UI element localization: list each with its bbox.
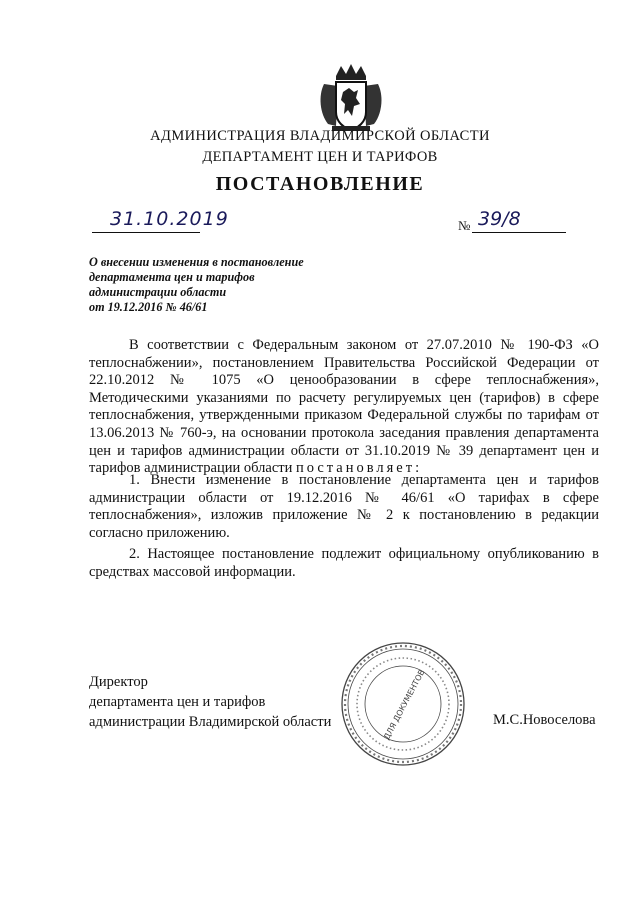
clause-2-paragraph: 2. Настоящее постановление подлежит официальному опубликованию в средствах массовой информации.	[89, 546, 599, 580]
department-name: ДЕПАРТАМЕНТ ЦЕН И ТАРИФОВ	[202, 149, 438, 165]
document-subject	[89, 255, 329, 315]
organization-name: АДМИНИСТРАЦИЯ ВЛАДИМИРСКОЙ ОБЛАСТИ	[150, 128, 490, 144]
document-date: 31.10.2019	[110, 208, 229, 230]
signatory-title	[89, 672, 331, 732]
subject-line: администрации области	[89, 285, 227, 299]
official-seal-icon	[338, 640, 468, 768]
signatory-line: департамента цен и тарифов	[89, 694, 266, 710]
date-underline	[92, 232, 200, 233]
subject-line: О внесении изменения в постановление	[89, 255, 304, 269]
preamble-text: В соответствии с Федеральным законом от 27.07.2010 № 190-ФЗ «О теплоснабжении», постановлением Правительства Российской Федерации от 22.10.2012 № 1075 «О ценообразовании в сфере теплоснабжения», Методическими указаниями по расчету регулируемых цен (тарифов) в сфере теплоснабжения, утвержденными приказом Федеральной службы по тарифам от 13.06.2013 № 760-э, на основании протокола заседания правления департамента цен и тарифов администрации области от 31.10.2019 № 39 департамент цен и тарифов администрации области	[89, 337, 599, 477]
clause-1-paragraph: 1. Внести изменение в постановление департамента цен и тарифов администрации области от 19.12.2016 № 46/61 «О тарифах в сфере теплоснабжения», изложив приложение № 2 к постановлению в редакции согласно приложению.	[89, 472, 599, 541]
coat-of-arms-icon	[316, 62, 386, 134]
number-label: №	[458, 218, 471, 233]
signatory-line: Директор	[89, 674, 148, 690]
document-type-title: ПОСТАНОВЛЕНИЕ	[215, 173, 425, 195]
signatory-name: М.С.Новоселова	[493, 712, 596, 728]
signatory-line: администрации Владимирской области	[89, 714, 332, 730]
number-underline	[472, 232, 566, 233]
stamp-text: ДЛЯ ДОКУМЕНТОВ	[382, 668, 427, 742]
subject-line: департамента цен и тарифов	[89, 270, 255, 284]
preamble-paragraph	[89, 337, 599, 478]
resolves-word: постановляет:	[295, 460, 423, 477]
subject-line: от 19.12.2016 № 46/61	[89, 300, 208, 314]
document-number: 39/8	[478, 208, 521, 230]
